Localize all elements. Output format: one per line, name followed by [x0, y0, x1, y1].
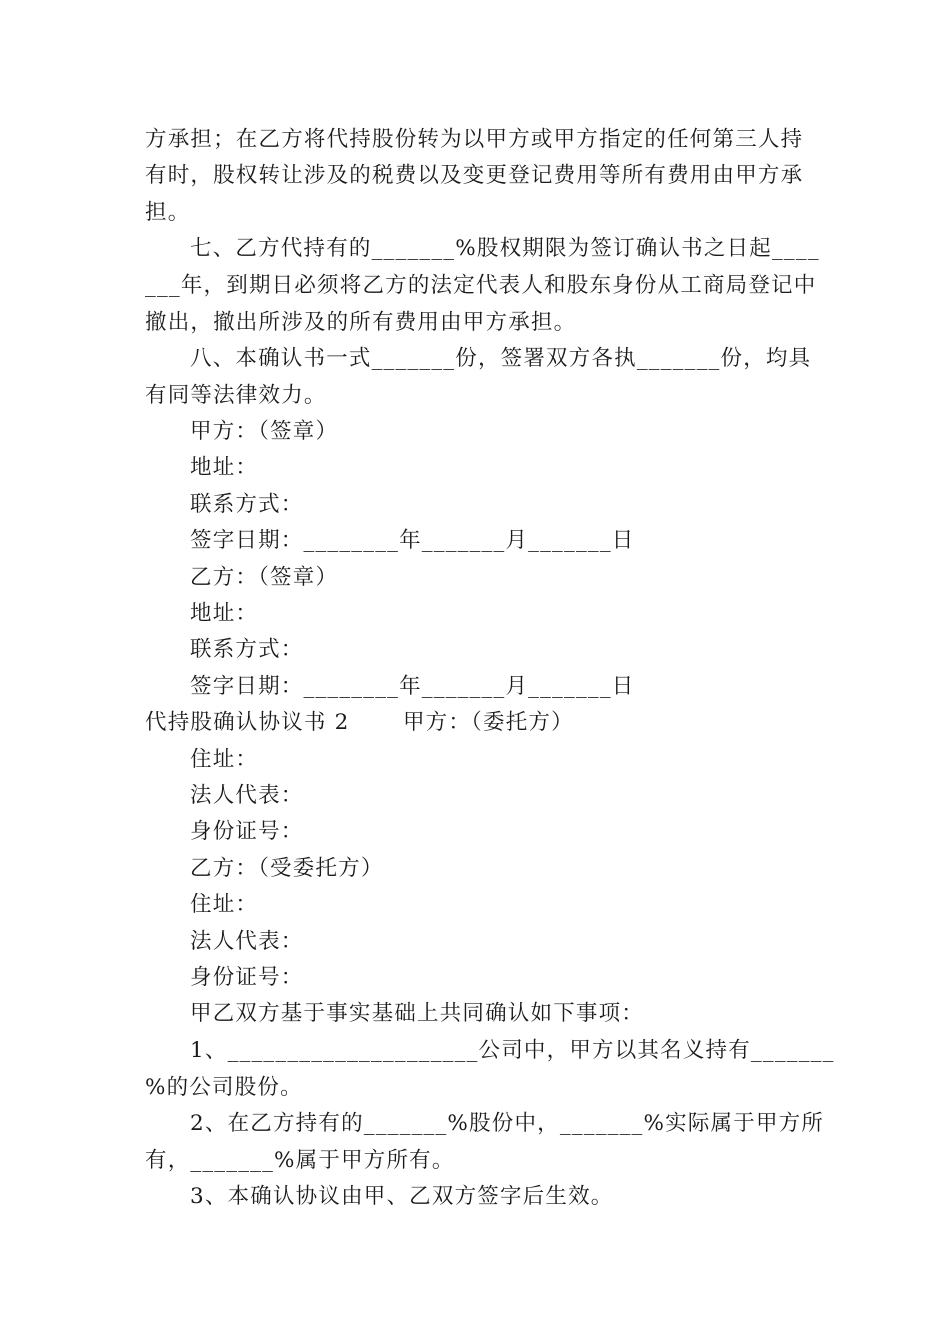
text-line: ___年，到期日必须将乙方的法定代表人和股东身份从工商局登记中 [145, 273, 817, 298]
text-line: 联系方式： [190, 637, 304, 662]
text-line: 地址： [190, 455, 259, 480]
text-line: 法人代表： [190, 783, 304, 808]
text-line: 签字日期：________年_______月_______日 [190, 528, 635, 553]
text-line: 身份证号： [190, 819, 304, 844]
text-line: 联系方式： [190, 492, 304, 517]
text-line: 有同等法律效力。 [145, 383, 327, 408]
text-line: 甲乙双方基于事实基础上共同确认如下事项： [190, 1001, 645, 1026]
text-line: 法人代表： [190, 929, 304, 954]
text-line: 有时，股权转让涉及的税费以及变更登记费用等所有费用由甲方承 [145, 163, 804, 188]
text-line: 甲方：（签章） [190, 419, 339, 444]
text-line: 住址： [190, 892, 259, 917]
text-line: 方承担；在乙方将代持股份转为以甲方或甲方指定的任何第三人持 [145, 127, 804, 152]
text-line: %的公司股份。 [145, 1075, 303, 1100]
text-line: 签字日期：________年_______月_______日 [190, 674, 635, 699]
text-line: 担。 [145, 200, 191, 225]
text-line: 2、在乙方持有的_______%股份中，_______%实际属于甲方所 [190, 1111, 825, 1136]
text-line: 1、_____________________公司中，甲方以其名义持有_______ [190, 1038, 835, 1063]
text-line: 撤出，撤出所涉及的所有费用由甲方承担。 [145, 310, 577, 335]
text-line: 身份证号： [190, 965, 304, 990]
text-line: 有，_______%属于甲方所有。 [145, 1148, 455, 1173]
text-line: 七、乙方代持有的_______%股权期限为签订确认书之日起____ [190, 236, 820, 261]
text-line: 乙方：（受委托方） [190, 856, 384, 881]
text-line: 住址： [190, 747, 259, 772]
text-line: 乙方：（签章） [190, 565, 339, 590]
text-line: 八、本确认书一式_______份，签署双方各执_______份，均具 [190, 346, 812, 371]
text-line: 代持股确认协议书 2 甲方：（委托方） [145, 710, 574, 735]
text-line: 地址： [190, 601, 259, 626]
text-line: 3、本确认协议由甲、乙双方签字后生效。 [190, 1184, 614, 1209]
